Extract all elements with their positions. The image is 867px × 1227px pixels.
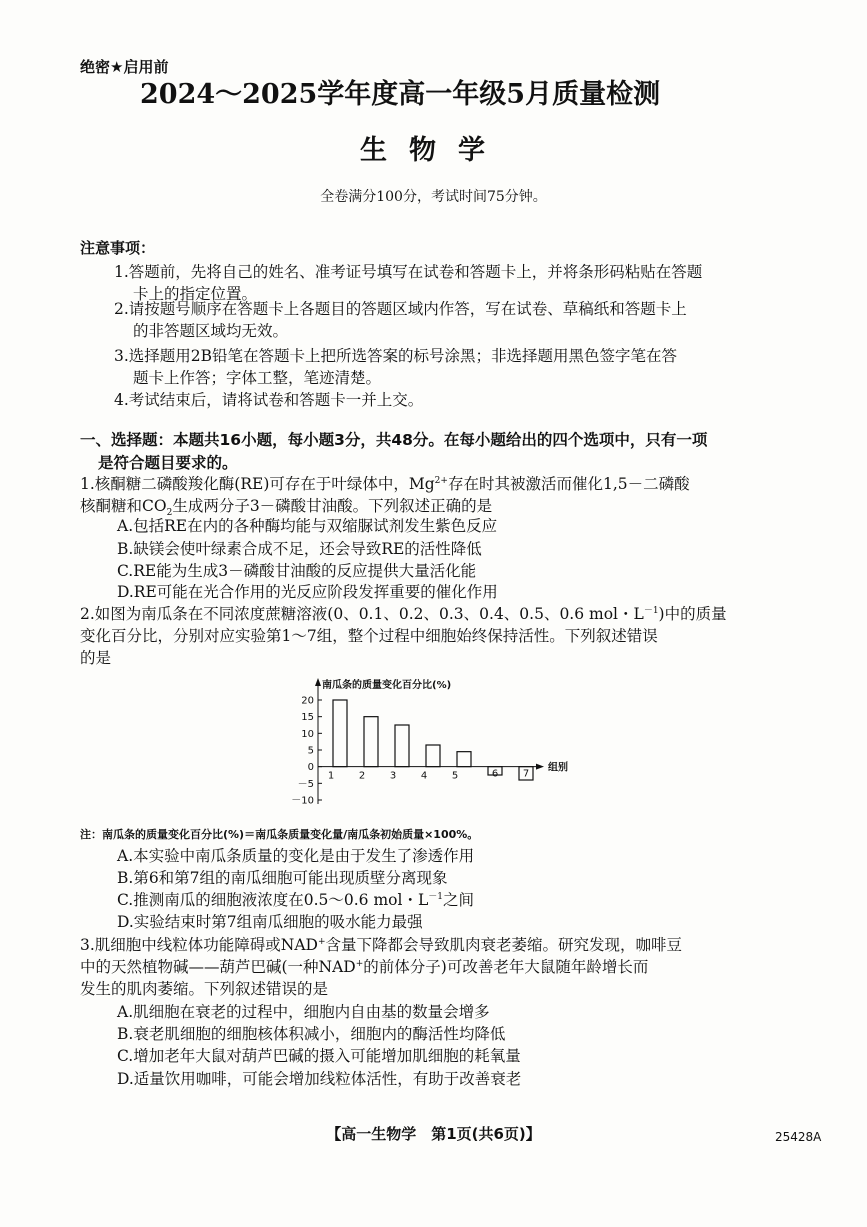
notice-line: 题卡上作答；字体工整，笔迹清楚。 (133, 369, 382, 387)
notice-line: 2.请按题号顺序在答题卡上各题目的答题区域内作答，写在试卷、草稿纸和答题卡上 (114, 300, 687, 318)
notice-line: 的非答题区域均无效。 (133, 322, 289, 340)
q2-option-d: D.实验结束时第7组南瓜细胞的吸水能力最强 (117, 913, 423, 931)
q1-option-b: B.缺镁会使叶绿素合成不足，还会导致RE的活性降低 (117, 540, 482, 558)
x-tick-label: 6 (491, 768, 499, 780)
y-tick-label: 10 (301, 728, 314, 740)
bar-chart (270, 672, 590, 822)
score-info: 全卷满分100分，考试时间75分钟。 (320, 189, 547, 205)
q1-stem: 1.核酮糖二磷酸羧化酶(RE)可存在于叶绿体中，$Mg^{2+}$存在时其被激活而催化1,5－二磷酸 (80, 475, 690, 493)
bar (395, 725, 409, 767)
bar (333, 700, 347, 767)
x-axis-arrow (536, 764, 544, 770)
subject-title: 生物学 (360, 135, 507, 166)
q3-stem-cont: 发生的肌肉萎缩。下列叙述错误的是 (80, 980, 329, 998)
notice-heading: 注意事项： (80, 239, 156, 257)
x-tick-label: 1 (327, 770, 335, 782)
confidential-label: 绝密★启用前 (80, 58, 169, 76)
x-tick-label: 4 (420, 770, 428, 782)
y-axis-arrow (315, 678, 321, 686)
exam-title: 2024～2025学年度高一年级5月质量检测 (140, 79, 661, 110)
x-tick-label: 2 (358, 770, 366, 782)
q1-option-d: D.RE可能在光合作用的光反应阶段发挥重要的催化作用 (117, 583, 498, 601)
q3-option-a: A.肌细胞在衰老的过程中，细胞内自由基的数量会增多 (117, 1003, 490, 1021)
q2-option-b: B.第6和第7组的南瓜细胞可能出现质壁分离现象 (117, 869, 448, 887)
paper-code: 25428A (775, 1130, 822, 1144)
y-tick-label: 15 (301, 712, 314, 724)
q3-stem-cont: 中的天然植物碱——葫芦巴碱(一种NAD+的前体分子)可改善老年大鼠随年龄增长而 (80, 958, 649, 976)
q3-stem: 3.肌细胞中线粒体功能障碍或NAD+含量下降都会导致肌肉衰老萎缩。研究发现，咖啡豆 (80, 936, 683, 954)
q2-stem: 2.如图为南瓜条在不同浓度蔗糖溶液(0、0.1、0.2、0.3、0.4、0.5、0.6 mol・$L^{-1}$)中的质量 (80, 605, 727, 623)
y-tick-label: 20 (301, 695, 314, 707)
bar (364, 717, 378, 767)
chart-title: 南瓜条的质量变化百分比(%) (322, 680, 452, 691)
bar (457, 752, 471, 767)
y-tick-label: －5 (297, 778, 314, 790)
q2-option-a: A.本实验中南瓜条质量的变化是由于发生了渗透作用 (117, 847, 475, 865)
x-axis-label: 组别 (548, 762, 568, 774)
section-heading: 一、选择题：本题共16小题，每小题3分，共48分。在每小题给出的四个选项中，只有一项 (80, 431, 708, 449)
notice-line: 卡上的指定位置。 (133, 285, 258, 303)
q3-option-b: B.衰老肌细胞的细胞核体积减小，细胞内的酶活性均降低 (117, 1025, 506, 1043)
x-tick-label: 5 (451, 770, 459, 782)
q2-option-c: C.推测南瓜的细胞液浓度在0.5～0.6 mol・$L^{-1}$之间 (117, 891, 474, 909)
notice-line: 1.答题前，先将自己的姓名、准考证号填写在试卷和答题卡上，并将条形码粘贴在答题 (114, 263, 703, 281)
y-tick-label: 0 (307, 762, 314, 774)
bar (426, 745, 440, 767)
q2-stem-cont: 的是 (80, 649, 112, 667)
chart-note: 注：南瓜条的质量变化百分比(%)＝南瓜条质量变化量/南瓜条初始质量×100%。 (80, 828, 479, 841)
x-tick-label: 3 (389, 770, 397, 782)
notice-line: 4.考试结束后，请将试卷和答题卡一并上交。 (114, 391, 424, 409)
section-heading-cont: 是符合题目要求的。 (98, 454, 238, 472)
y-tick-label: 5 (307, 745, 314, 757)
q2-stem-cont: 变化百分比，分别对应实验第1～7组，整个过程中细胞始终保持活性。下列叙述错误 (80, 627, 658, 645)
q1-stem-cont: 核酮糖和$CO_2$生成两分子3－磷酸甘油酸。下列叙述正确的是 (80, 497, 493, 519)
q3-option-c: C.增加老年大鼠对葫芦巴碱的摄入可能增加肌细胞的耗氧量 (117, 1047, 521, 1065)
page-footer: 【高一生物学 第1页(共6页)】 (326, 1125, 541, 1143)
x-tick-label: 7 (522, 768, 530, 780)
q1-option-a: A.包括RE在内的各种酶均能与双缩脲试剂发生紫色反应 (117, 517, 498, 535)
q1-option-c: C.RE能为生成3－磷酸甘油酸的反应提供大量活化能 (117, 562, 477, 580)
y-tick-label: －10 (291, 795, 314, 807)
q3-option-d: D.适量饮用咖啡，可能会增加线粒体活性，有助于改善衰老 (117, 1070, 522, 1088)
notice-line: 3.选择题用2B铅笔在答题卡上把所选答案的标号涂黑；非选择题用黑色签字笔在答 (114, 347, 678, 365)
